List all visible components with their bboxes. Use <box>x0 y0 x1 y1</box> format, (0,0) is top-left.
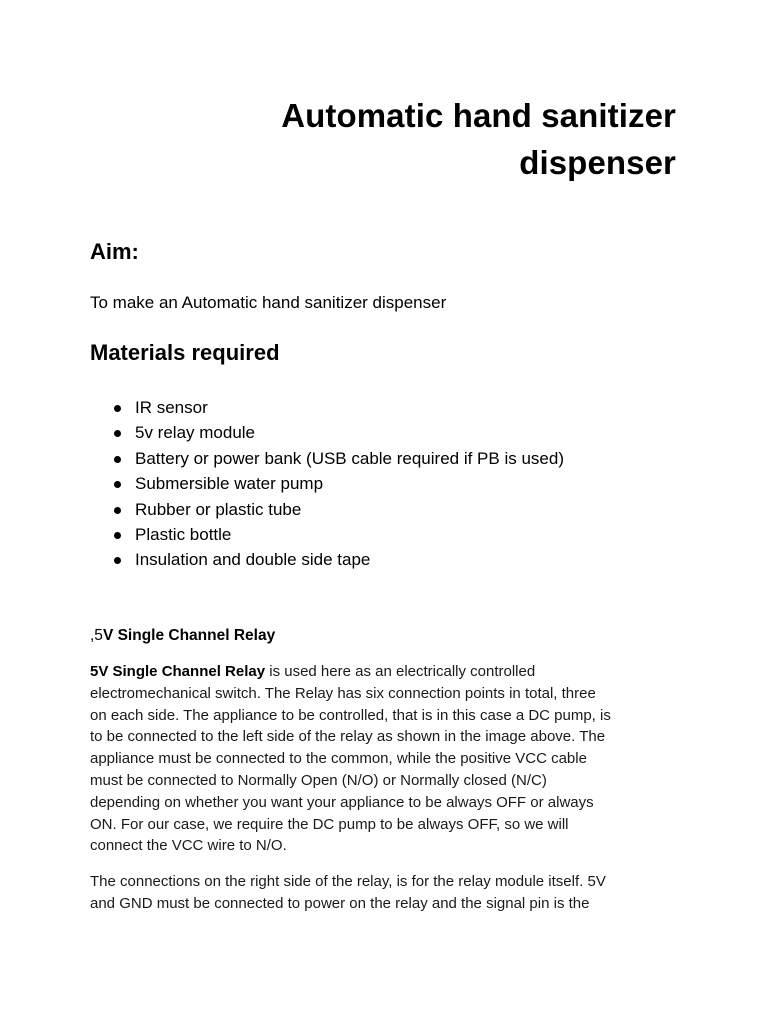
list-item <box>90 420 564 445</box>
list-item <box>90 446 564 471</box>
aim-heading: Aim: <box>90 239 139 264</box>
bullet-icon <box>114 456 121 463</box>
bullet-icon <box>114 481 121 488</box>
paragraph-line: electromechanical switch. The Relay has six connection points in total, three <box>90 684 596 702</box>
paragraph-line: appliance must be connected to the common, while the positive VCC cable <box>90 750 587 768</box>
paragraph-line <box>90 661 680 683</box>
relay-section-heading <box>90 625 275 647</box>
aim-text: To make an Automatic hand sanitizer dispenser <box>90 293 447 312</box>
relay-name-bold: 5V Single Channel Relay <box>90 663 266 680</box>
list-item-text: Plastic bottle <box>135 525 232 545</box>
materials-list <box>90 395 564 573</box>
paragraph-line: ON. For our case, we require the DC pump to be always OFF, so we will <box>90 815 569 833</box>
relay-description-paragraph <box>90 661 680 857</box>
list-item <box>90 395 564 420</box>
relay-heading-bold: V Single Channel Relay <box>102 627 276 644</box>
materials-heading: Materials required <box>90 340 280 365</box>
list-item <box>90 471 564 496</box>
title-line-1: Automatic hand sanitizer <box>281 97 676 134</box>
paragraph-line: to be connected to the left side of the relay as shown in the image above. The <box>90 728 606 746</box>
title-line-2: dispenser <box>519 144 676 181</box>
paragraph-line: on each side. The appliance to be controlled, that is in this case a DC pump, is <box>90 706 611 724</box>
relay-heading-prefix: ,5 <box>90 627 103 644</box>
list-item-text: Submersible water pump <box>135 474 324 494</box>
list-item <box>90 522 564 547</box>
paragraph-line: depending on whether you want your appliance to be always OFF or always <box>90 793 594 811</box>
paragraph-line: connect the VCC wire to N/O. <box>90 837 287 855</box>
paragraph-line: must be connected to Normally Open (N/O) or Normally closed (N/C) <box>90 771 547 789</box>
list-item <box>90 497 564 522</box>
bullet-icon <box>114 507 121 514</box>
list-item <box>90 547 564 572</box>
list-item-text: Rubber or plastic tube <box>135 499 302 519</box>
list-item-text: IR sensor <box>135 398 208 417</box>
bullet-icon <box>114 557 121 564</box>
bullet-icon <box>114 532 121 539</box>
paragraph-line-text: is used here as an electrically controlled <box>265 663 536 680</box>
bullet-icon <box>114 405 121 412</box>
paragraph-line: The connections on the right side of the relay, is for the relay module itself. 5V <box>90 873 606 890</box>
list-item-text: Battery or power bank (USB cable required if PB is used) <box>135 448 564 468</box>
list-item-text: Insulation and double side tape <box>135 550 371 570</box>
paragraph-line: and GND must be connected to power on the relay and the signal pin is the <box>90 894 590 912</box>
bullet-icon <box>114 430 121 437</box>
page-title <box>90 92 676 186</box>
list-item-text: 5v relay module <box>135 423 256 443</box>
relay-connections-paragraph <box>90 871 680 915</box>
